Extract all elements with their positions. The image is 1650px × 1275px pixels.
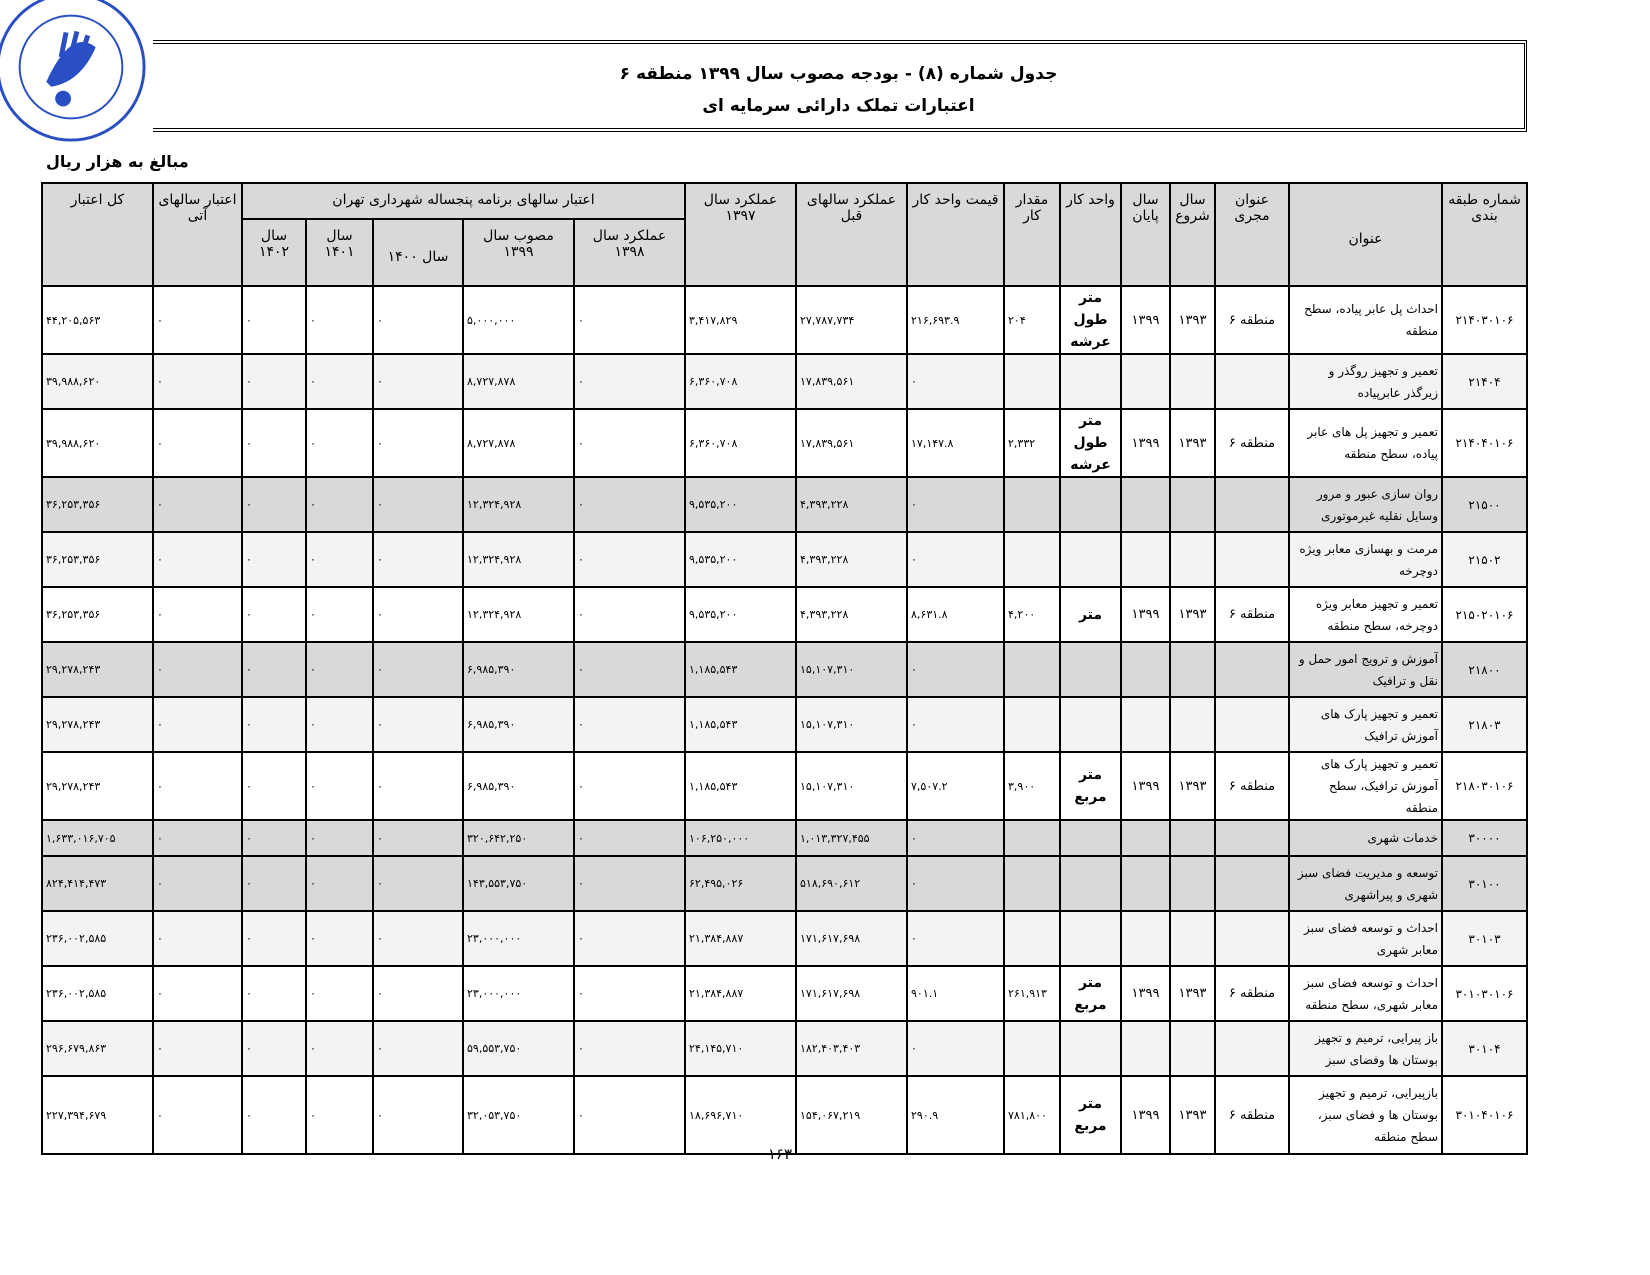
cell-code: ۲۱۴۰۴ (1442, 354, 1527, 409)
cell-unit-price: ۱۷,۱۴۷.۸ (907, 409, 1004, 477)
cell-start: ۱۳۹۳ (1170, 1076, 1215, 1154)
cell-end (1121, 642, 1170, 697)
cell-qty: ۲۰۴ (1004, 286, 1060, 354)
cell-executor: منطقه ۶ (1215, 966, 1289, 1021)
cell-title: باز پیرایی، ترمیم و تجهیز بوستان ها وفضای سبز (1289, 1021, 1442, 1076)
cell-title: آموزش و ترویج امور حمل و نقل و ترافیک (1289, 642, 1442, 697)
cell-unit-price: ۹۰۱.۱ (907, 966, 1004, 1021)
council-seal-logo (0, 0, 150, 146)
cell-y1398: ۰ (574, 477, 685, 532)
cell-y1398: ۰ (574, 856, 685, 911)
cell-start (1170, 642, 1215, 697)
col-header-total: کل اعتبار (42, 183, 153, 286)
cell-y1400: ۰ (373, 966, 463, 1021)
cell-code: ۲۱۵۰۲ (1442, 532, 1527, 587)
cell-y1398: ۰ (574, 587, 685, 642)
cell-y1400: ۰ (373, 286, 463, 354)
cell-unit-price: ۲۹۰.۹ (907, 1076, 1004, 1154)
cell-code: ۳۰۱۰۰ (1442, 856, 1527, 911)
cell-executor (1215, 820, 1289, 856)
cell-y1398: ۰ (574, 966, 685, 1021)
col-header-prev: عملکرد سالهای قبل (796, 183, 907, 286)
cell-end: ۱۳۹۹ (1121, 409, 1170, 477)
cell-y1397: ۶,۳۶۰,۷۰۸ (685, 409, 796, 477)
cell-start: ۱۳۹۳ (1170, 409, 1215, 477)
cell-code: ۳۰۱۰۴ (1442, 1021, 1527, 1076)
cell-end (1121, 697, 1170, 752)
cell-prev: ۱۷۱,۶۱۷,۶۹۸ (796, 911, 907, 966)
cell-future: ۰ (153, 820, 242, 856)
cell-end (1121, 1021, 1170, 1076)
cell-prev: ۱۵۴,۰۶۷,۲۱۹ (796, 1076, 907, 1154)
cell-total: ۳۹,۹۸۸,۶۲۰ (42, 409, 153, 477)
cell-y1397: ۲۴,۱۴۵,۷۱۰ (685, 1021, 796, 1076)
cell-y1399: ۶,۹۸۵,۳۹۰ (463, 642, 574, 697)
cell-y1401: ۰ (306, 1021, 373, 1076)
cell-unit-price: ۸,۶۳۱.۸ (907, 587, 1004, 642)
cell-y1397: ۶,۳۶۰,۷۰۸ (685, 354, 796, 409)
cell-title: روان سازی عبور و مرور وسایل نقلیه غیرموتوری (1289, 477, 1442, 532)
cell-future: ۰ (153, 1076, 242, 1154)
cell-title: تعمیر و تجهیز پارک های آموزش ترافیک، سطح منطقه (1289, 752, 1442, 820)
cell-y1401: ۰ (306, 820, 373, 856)
table-row (42, 697, 1527, 752)
cell-future: ۰ (153, 642, 242, 697)
cell-y1402: ۰ (242, 642, 306, 697)
cell-end (1121, 856, 1170, 911)
cell-y1399: ۲۳,۰۰۰,۰۰۰ (463, 966, 574, 1021)
cell-y1402: ۰ (242, 587, 306, 642)
cell-y1402: ۰ (242, 532, 306, 587)
cell-y1401: ۰ (306, 911, 373, 966)
cell-y1398: ۰ (574, 354, 685, 409)
cell-y1398: ۰ (574, 286, 685, 354)
cell-unit-price: ۰ (907, 477, 1004, 532)
cell-y1399: ۱۴۳,۵۵۳,۷۵۰ (463, 856, 574, 911)
cell-y1397: ۱,۱۸۵,۵۴۳ (685, 697, 796, 752)
cell-future: ۰ (153, 1021, 242, 1076)
cell-code: ۲۱۵۰۲۰۱۰۶ (1442, 587, 1527, 642)
cell-code: ۲۱۴۰۳۰۱۰۶ (1442, 286, 1527, 354)
cell-end: ۱۳۹۹ (1121, 587, 1170, 642)
cell-unit (1060, 532, 1121, 587)
cell-start: ۱۳۹۳ (1170, 286, 1215, 354)
cell-prev: ۱۵,۱۰۷,۳۱۰ (796, 752, 907, 820)
cell-executor (1215, 911, 1289, 966)
cell-qty (1004, 354, 1060, 409)
cell-end (1121, 820, 1170, 856)
cell-unit: متر طول عرشه (1060, 286, 1121, 354)
table-row (42, 966, 1527, 1021)
cell-end: ۱۳۹۹ (1121, 966, 1170, 1021)
cell-unit: متر مربع (1060, 1076, 1121, 1154)
col-header-title: عنوان (1289, 183, 1442, 286)
cell-executor: منطقه ۶ (1215, 286, 1289, 354)
cell-unit-price: ۰ (907, 1021, 1004, 1076)
cell-code: ۲۱۸۰۳۰۱۰۶ (1442, 752, 1527, 820)
cell-y1398: ۰ (574, 752, 685, 820)
cell-y1397: ۳,۴۱۷,۸۲۹ (685, 286, 796, 354)
cell-y1400: ۰ (373, 1021, 463, 1076)
cell-y1397: ۱,۱۸۵,۵۴۳ (685, 642, 796, 697)
cell-y1401: ۰ (306, 1076, 373, 1154)
cell-prev: ۱۵,۱۰۷,۳۱۰ (796, 697, 907, 752)
cell-y1399: ۶,۹۸۵,۳۹۰ (463, 752, 574, 820)
cell-qty (1004, 477, 1060, 532)
cell-total: ۳۶,۲۵۳,۳۵۶ (42, 532, 153, 587)
col-header-future: اعتبار سالهای آتی (153, 183, 242, 286)
table-row (42, 587, 1527, 642)
cell-title: احداث پل عابر پیاده، سطح منطقه (1289, 286, 1442, 354)
cell-end: ۱۳۹۹ (1121, 752, 1170, 820)
cell-total: ۲۹,۲۷۸,۲۴۳ (42, 697, 153, 752)
cell-qty: ۷۸۱,۸۰۰ (1004, 1076, 1060, 1154)
col-header-end: سال پایان (1121, 183, 1170, 286)
cell-future: ۰ (153, 354, 242, 409)
col-header-executor: عنوان مجری (1215, 183, 1289, 286)
cell-code: ۳۰۰۰۰ (1442, 820, 1527, 856)
col-header-unit: واحد کار (1060, 183, 1121, 286)
cell-future: ۰ (153, 697, 242, 752)
cell-executor (1215, 697, 1289, 752)
cell-y1400: ۰ (373, 1076, 463, 1154)
cell-y1400: ۰ (373, 697, 463, 752)
cell-y1402: ۰ (242, 697, 306, 752)
table-row (42, 752, 1527, 820)
cell-unit-price: ۰ (907, 820, 1004, 856)
cell-y1400: ۰ (373, 820, 463, 856)
col-header-1401: سال ۱۴۰۱ (306, 219, 373, 286)
cell-future: ۰ (153, 409, 242, 477)
table-row (42, 354, 1527, 409)
cell-unit: متر طول عرشه (1060, 409, 1121, 477)
table-row (42, 820, 1527, 856)
cell-y1400: ۰ (373, 911, 463, 966)
cell-prev: ۱۵,۱۰۷,۳۱۰ (796, 642, 907, 697)
cell-unit-price: ۰ (907, 532, 1004, 587)
table-row (42, 911, 1527, 966)
table-row (42, 477, 1527, 532)
cell-unit (1060, 1021, 1121, 1076)
cell-y1397: ۱,۱۸۵,۵۴۳ (685, 752, 796, 820)
cell-y1397: ۱۸,۶۹۶,۷۱۰ (685, 1076, 796, 1154)
cell-future: ۰ (153, 477, 242, 532)
cell-y1401: ۰ (306, 697, 373, 752)
cell-prev: ۱۷۱,۶۱۷,۶۹۸ (796, 966, 907, 1021)
cell-start (1170, 856, 1215, 911)
cell-qty: ۴,۲۰۰ (1004, 587, 1060, 642)
cell-title: تعمیر و تجهیز روگذر و زیرگذر عابرپیاده (1289, 354, 1442, 409)
cell-qty: ۳,۹۰۰ (1004, 752, 1060, 820)
cell-y1402: ۰ (242, 856, 306, 911)
cell-y1398: ۰ (574, 1076, 685, 1154)
cell-y1397: ۲۱,۳۸۴,۸۸۷ (685, 911, 796, 966)
cell-code: ۲۱۸۰۰ (1442, 642, 1527, 697)
table-row (42, 409, 1527, 477)
cell-start (1170, 532, 1215, 587)
table-row (42, 856, 1527, 911)
cell-executor: منطقه ۶ (1215, 752, 1289, 820)
title-box (153, 40, 1527, 132)
cell-end (1121, 532, 1170, 587)
cell-end (1121, 911, 1170, 966)
cell-start (1170, 477, 1215, 532)
cell-prev: ۱۸۲,۴۰۳,۴۰۳ (796, 1021, 907, 1076)
cell-prev: ۲۷,۷۸۷,۷۳۴ (796, 286, 907, 354)
cell-y1400: ۰ (373, 856, 463, 911)
cell-unit (1060, 856, 1121, 911)
cell-executor (1215, 642, 1289, 697)
cell-end: ۱۳۹۹ (1121, 286, 1170, 354)
cell-qty (1004, 532, 1060, 587)
cell-y1401: ۰ (306, 409, 373, 477)
cell-y1401: ۰ (306, 477, 373, 532)
cell-unit (1060, 911, 1121, 966)
cell-unit-price: ۰ (907, 697, 1004, 752)
cell-total: ۸۲۴,۴۱۴,۴۷۳ (42, 856, 153, 911)
cell-executor (1215, 856, 1289, 911)
cell-y1400: ۰ (373, 752, 463, 820)
cell-total: ۳۹,۹۸۸,۶۲۰ (42, 354, 153, 409)
cell-y1399: ۳۲,۰۵۳,۷۵۰ (463, 1076, 574, 1154)
document-title: جدول شماره (۸) - بودجه مصوب سال ۱۳۹۹ منطقه ۶ (619, 64, 1058, 84)
cell-executor: منطقه ۶ (1215, 1076, 1289, 1154)
cell-start: ۱۳۹۳ (1170, 587, 1215, 642)
col-header-start: سال شروع (1170, 183, 1215, 286)
cell-y1399: ۸,۷۲۷,۸۷۸ (463, 354, 574, 409)
cell-total: ۲۳۶,۰۰۲,۵۸۵ (42, 966, 153, 1021)
cell-unit (1060, 477, 1121, 532)
cell-total: ۲۳۶,۰۰۲,۵۸۵ (42, 911, 153, 966)
cell-y1399: ۸,۷۲۷,۸۷۸ (463, 409, 574, 477)
cell-prev: ۱,۰۱۳,۳۲۷,۴۵۵ (796, 820, 907, 856)
budget-table (41, 182, 1528, 1155)
cell-y1397: ۹,۵۳۵,۲۰۰ (685, 477, 796, 532)
cell-code: ۲۱۵۰۰ (1442, 477, 1527, 532)
cell-y1401: ۰ (306, 966, 373, 1021)
cell-y1399: ۱۲,۳۲۴,۹۲۸ (463, 477, 574, 532)
cell-qty (1004, 1021, 1060, 1076)
cell-unit-price: ۰ (907, 642, 1004, 697)
cell-y1398: ۰ (574, 820, 685, 856)
col-header-1400: سال ۱۴۰۰ (373, 219, 463, 286)
cell-start (1170, 911, 1215, 966)
cell-unit: متر (1060, 587, 1121, 642)
cell-total: ۴۴,۲۰۵,۵۶۳ (42, 286, 153, 354)
cell-qty (1004, 856, 1060, 911)
cell-code: ۲۱۸۰۳ (1442, 697, 1527, 752)
cell-y1399: ۱۲,۳۲۴,۹۲۸ (463, 587, 574, 642)
cell-y1400: ۰ (373, 642, 463, 697)
cell-unit (1060, 354, 1121, 409)
cell-executor (1215, 532, 1289, 587)
table-row (42, 532, 1527, 587)
cell-y1402: ۰ (242, 1076, 306, 1154)
cell-total: ۲۹,۲۷۸,۲۴۳ (42, 752, 153, 820)
cell-y1400: ۰ (373, 354, 463, 409)
cell-prev: ۵۱۸,۶۹۰,۶۱۲ (796, 856, 907, 911)
cell-qty (1004, 820, 1060, 856)
cell-y1401: ۰ (306, 752, 373, 820)
cell-y1399: ۲۳,۰۰۰,۰۰۰ (463, 911, 574, 966)
cell-executor: منطقه ۶ (1215, 409, 1289, 477)
cell-executor: منطقه ۶ (1215, 587, 1289, 642)
cell-end: ۱۳۹۹ (1121, 1076, 1170, 1154)
cell-start (1170, 697, 1215, 752)
cell-future: ۰ (153, 911, 242, 966)
cell-executor (1215, 1021, 1289, 1076)
cell-unit-price: ۰ (907, 856, 1004, 911)
cell-y1402: ۰ (242, 286, 306, 354)
cell-title: تعمیر و تجهیز پل های عابر پیاده، سطح منطقه (1289, 409, 1442, 477)
document-subtitle: اعتبارات تملک دارائی سرمایه ای (702, 96, 975, 116)
cell-unit: متر مربع (1060, 966, 1121, 1021)
cell-y1397: ۹,۵۳۵,۲۰۰ (685, 587, 796, 642)
cell-y1401: ۰ (306, 856, 373, 911)
cell-qty (1004, 911, 1060, 966)
cell-y1397: ۹,۵۳۵,۲۰۰ (685, 532, 796, 587)
cell-y1402: ۰ (242, 354, 306, 409)
cell-end (1121, 354, 1170, 409)
cell-code: ۲۱۴۰۴۰۱۰۶ (1442, 409, 1527, 477)
cell-future: ۰ (153, 856, 242, 911)
table-row (42, 1021, 1527, 1076)
cell-prev: ۴,۳۹۳,۲۲۸ (796, 477, 907, 532)
cell-y1402: ۰ (242, 911, 306, 966)
cell-future: ۰ (153, 532, 242, 587)
cell-start (1170, 1021, 1215, 1076)
cell-unit-price: ۰ (907, 354, 1004, 409)
cell-unit (1060, 820, 1121, 856)
cell-future: ۰ (153, 286, 242, 354)
cell-future: ۰ (153, 752, 242, 820)
cell-y1399: ۳۲۰,۶۴۲,۲۵۰ (463, 820, 574, 856)
cell-title: تعمیر و تجهیز پارک های آموزش ترافیک (1289, 697, 1442, 752)
cell-y1397: ۱۰۶,۲۵۰,۰۰۰ (685, 820, 796, 856)
col-group-header: اعتبار سالهای برنامه پنجساله شهرداری تهران (242, 183, 685, 219)
cell-prev: ۱۷,۸۳۹,۵۶۱ (796, 354, 907, 409)
cell-prev: ۱۷,۸۳۹,۵۶۱ (796, 409, 907, 477)
col-header-qty: مقدار کار (1004, 183, 1060, 286)
cell-y1399: ۵,۰۰۰,۰۰۰ (463, 286, 574, 354)
cell-executor (1215, 477, 1289, 532)
cell-y1401: ۰ (306, 532, 373, 587)
cell-y1400: ۰ (373, 477, 463, 532)
cell-start: ۱۳۹۳ (1170, 966, 1215, 1021)
col-header-1399: مصوب سال ۱۳۹۹ (463, 219, 574, 286)
cell-y1398: ۰ (574, 1021, 685, 1076)
cell-unit (1060, 642, 1121, 697)
cell-y1397: ۶۲,۴۹۵,۰۲۶ (685, 856, 796, 911)
cell-unit-price: ۰ (907, 911, 1004, 966)
cell-title: احداث و توسعه فضای سبز معابر شهری (1289, 911, 1442, 966)
cell-y1400: ۰ (373, 587, 463, 642)
cell-y1399: ۱۲,۳۲۴,۹۲۸ (463, 532, 574, 587)
cell-y1401: ۰ (306, 642, 373, 697)
cell-executor (1215, 354, 1289, 409)
cell-y1402: ۰ (242, 752, 306, 820)
cell-y1400: ۰ (373, 409, 463, 477)
cell-y1401: ۰ (306, 587, 373, 642)
cell-total: ۲۲۷,۳۹۴,۶۷۹ (42, 1076, 153, 1154)
cell-y1402: ۰ (242, 820, 306, 856)
page-number: ۱۶۳ (767, 1145, 793, 1163)
cell-prev: ۴,۳۹۳,۲۲۸ (796, 587, 907, 642)
cell-title: مرمت و بهسازی معابر ویژه دوچرخه (1289, 532, 1442, 587)
table-row (42, 642, 1527, 697)
cell-title: توسعه و مدیریت فضای سبز شهری و پیراشهری (1289, 856, 1442, 911)
cell-y1397: ۲۱,۳۸۴,۸۸۷ (685, 966, 796, 1021)
col-header-1402: سال ۱۴۰۲ (242, 219, 306, 286)
cell-total: ۲۹۶,۶۷۹,۸۶۳ (42, 1021, 153, 1076)
cell-y1399: ۵۹,۵۵۳,۷۵۰ (463, 1021, 574, 1076)
currency-unit-note: مبالغ به هزار ریال (46, 152, 189, 171)
cell-future: ۰ (153, 966, 242, 1021)
cell-y1398: ۰ (574, 532, 685, 587)
col-header-unit-price: قیمت واحد کار (907, 183, 1004, 286)
cell-unit: متر مربع (1060, 752, 1121, 820)
cell-code: ۳۰۱۰۴۰۱۰۶ (1442, 1076, 1527, 1154)
cell-y1402: ۰ (242, 1021, 306, 1076)
cell-prev: ۴,۳۹۳,۲۲۸ (796, 532, 907, 587)
cell-code: ۳۰۱۰۳ (1442, 911, 1527, 966)
table-row (42, 286, 1527, 354)
cell-total: ۲۹,۲۷۸,۲۴۳ (42, 642, 153, 697)
cell-qty: ۲,۳۳۲ (1004, 409, 1060, 477)
cell-title: خدمات شهری (1289, 820, 1442, 856)
cell-end (1121, 477, 1170, 532)
cell-qty (1004, 697, 1060, 752)
cell-start (1170, 820, 1215, 856)
cell-y1398: ۰ (574, 697, 685, 752)
cell-y1398: ۰ (574, 409, 685, 477)
cell-title: احداث و توسعه فضای سبز معابر شهری، سطح منطقه (1289, 966, 1442, 1021)
cell-code: ۳۰۱۰۳۰۱۰۶ (1442, 966, 1527, 1021)
cell-total: ۳۶,۲۵۳,۳۵۶ (42, 587, 153, 642)
col-header-1397: عملکرد سال ۱۳۹۷ (685, 183, 796, 286)
col-header-1398: عملکرد سال ۱۳۹۸ (574, 219, 685, 286)
cell-y1402: ۰ (242, 966, 306, 1021)
cell-start: ۱۳۹۳ (1170, 752, 1215, 820)
cell-y1399: ۶,۹۸۵,۳۹۰ (463, 697, 574, 752)
cell-unit-price: ۲۱۶,۶۹۳.۹ (907, 286, 1004, 354)
cell-title: تعمیر و تجهیز معابر ویژه دوچرخه، سطح منطقه (1289, 587, 1442, 642)
cell-y1398: ۰ (574, 642, 685, 697)
cell-qty: ۲۶۱,۹۱۳ (1004, 966, 1060, 1021)
cell-y1400: ۰ (373, 532, 463, 587)
cell-qty (1004, 642, 1060, 697)
cell-start (1170, 354, 1215, 409)
cell-y1402: ۰ (242, 409, 306, 477)
cell-unit-price: ۷,۵۰۷.۲ (907, 752, 1004, 820)
cell-y1401: ۰ (306, 286, 373, 354)
col-header-code: شماره طبقه بندی (1442, 183, 1527, 286)
cell-title: بازپیرایی، ترمیم و تجهیز بوستان ها و فضای سبز، سطح منطقه (1289, 1076, 1442, 1154)
cell-unit (1060, 697, 1121, 752)
cell-total: ۱,۶۳۳,۰۱۶,۷۰۵ (42, 820, 153, 856)
cell-future: ۰ (153, 587, 242, 642)
cell-y1398: ۰ (574, 911, 685, 966)
table-row (42, 1076, 1527, 1154)
cell-y1401: ۰ (306, 354, 373, 409)
cell-y1402: ۰ (242, 477, 306, 532)
cell-total: ۳۶,۲۵۳,۳۵۶ (42, 477, 153, 532)
